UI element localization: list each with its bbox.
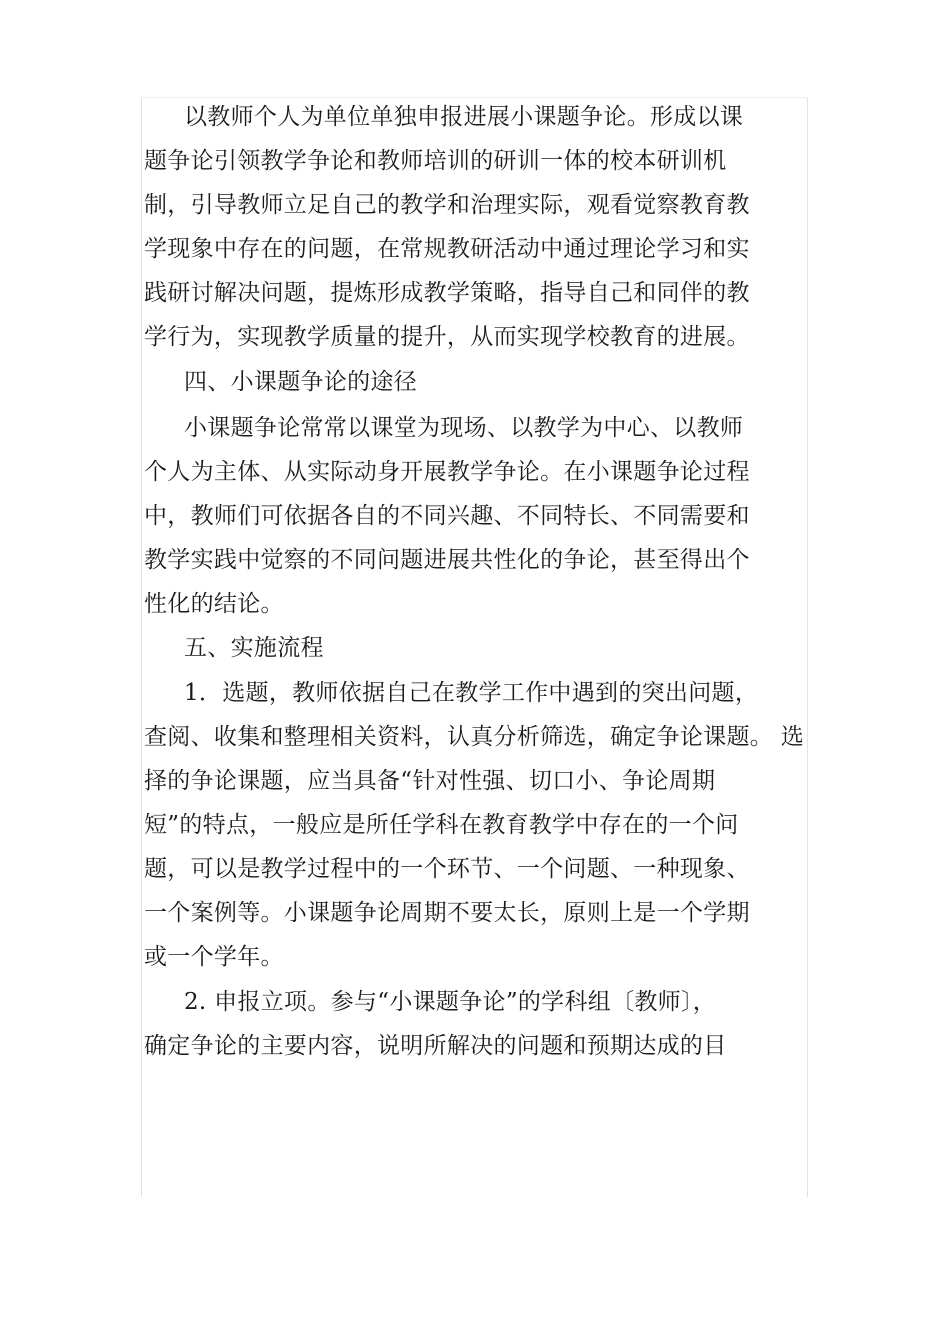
body-line-18: 题，可以是教学过程中的一个环节、一个问题、一种现象、 — [144, 856, 750, 882]
body-line-11: 教学实践中觉察的不同问题进展共性化的争论，甚至得出个 — [144, 547, 750, 573]
body-line-20: 或一个学年。 — [144, 944, 284, 970]
body-line-15: 查阅、收集和整理相关资料，认真分析筛选，确定争论课题。 选 — [144, 724, 805, 750]
body-line-3: 制，引导教师立足自己的教学和治理实际，观看觉察教育教 — [144, 192, 750, 218]
body-line-19: 一个案例等。小课题争论周期不要太长，原则上是一个学期 — [144, 900, 750, 926]
body-line-5: 践研讨解决问题，提炼形成教学策略，指导自己和同伴的教 — [144, 280, 750, 306]
body-line-16: 择的争论课题，应当具备“针对性强、切口小、争论周期 — [144, 768, 716, 794]
body-line-2: 题争论引领教学争论和教师培训的研训一体的校本研训机 — [144, 148, 727, 174]
body-line-17: 短”的特点，一般应是所任学科在教育教学中存在的一个问 — [144, 812, 739, 838]
body-line-9: 个人为主体、从实际动身开展教学争论。在小课题争论过程 — [144, 459, 750, 485]
section-heading-4: 四、小课题争论的途径 — [184, 369, 417, 395]
body-line-14: 1．选题，教师依据自己在教学工作中遇到的突出问题， — [184, 680, 759, 706]
body-line-1: 以教师个人为单位单独申报进展小课题争论。形成以课 — [184, 104, 744, 130]
body-line-6: 学行为，实现教学质量的提升，从而实现学校教育的进展。 — [144, 324, 750, 350]
section-heading-5: 五、实施流程 — [184, 635, 324, 661]
body-line-8: 小课题争论常常以课堂为现场、以教学为中心、以教师 — [184, 415, 744, 441]
body-line-12: 性化的结论。 — [144, 591, 284, 617]
body-line-22: 确定争论的主要内容，说明所解决的问题和预期达成的目 — [144, 1033, 727, 1059]
body-line-21: 2. 申报立项。参与“小课题争论”的学科组〔教师〕， — [184, 989, 717, 1015]
body-line-10: 中，教师们可依据各自的不同兴趣、不同特长、不同需要和 — [144, 503, 750, 529]
body-line-4: 学现象中存在的问题，在常规教研活动中通过理论学习和实 — [144, 236, 750, 262]
